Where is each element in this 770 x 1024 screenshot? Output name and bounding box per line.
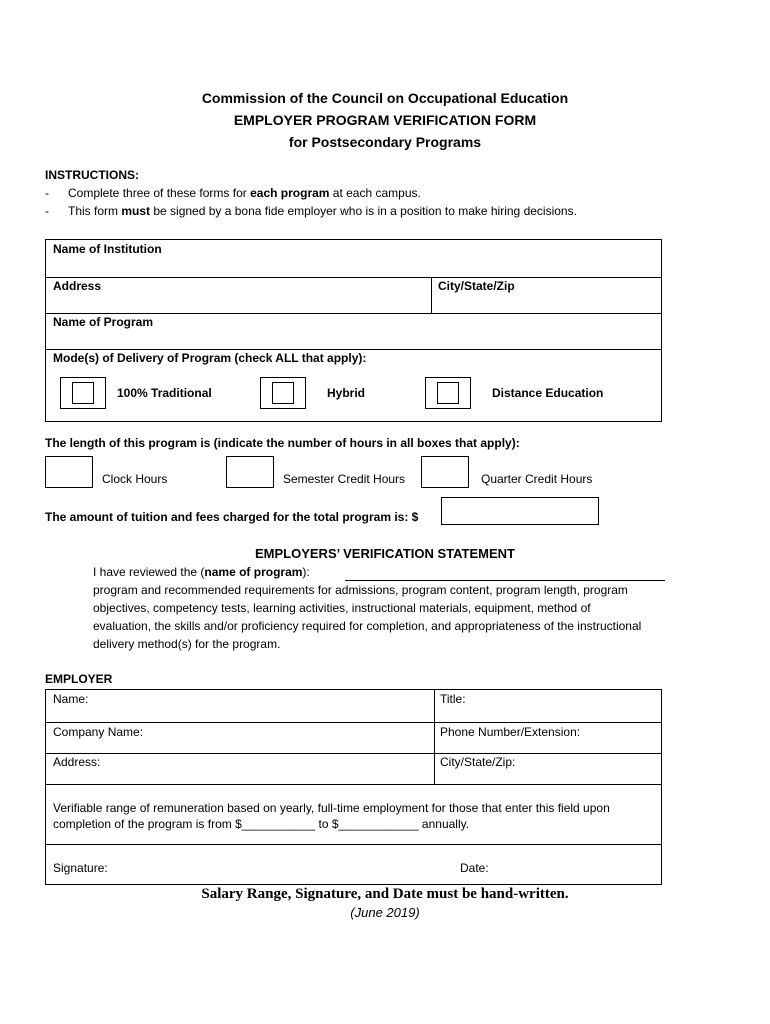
- signature-field[interactable]: [106, 850, 446, 880]
- hybrid-label: Hybrid: [327, 386, 366, 400]
- divider: [434, 690, 435, 784]
- divider: [46, 753, 661, 754]
- statement-line-4: evaluation, the skills and/or proficiency required for completion, and appropriateness of the instructional: [93, 619, 642, 633]
- institution-name-field[interactable]: [47, 256, 660, 276]
- handwritten-note: Salary Range, Signature, and Date must be hand-written.: [201, 886, 569, 902]
- semester-credit-hours-input[interactable]: [226, 456, 274, 488]
- instruction-2-part-c: be signed by a bona fide employer who is in a position to make hiring decisions.: [150, 204, 577, 218]
- tuition-label: The amount of tuition and fees charged for the total program is: $: [45, 510, 419, 524]
- employer-heading: EMPLOYER: [45, 672, 113, 686]
- header-line-1: Commission of the Council on Occupational Education: [201, 90, 569, 106]
- employer-city-label: City/State/Zip:: [440, 755, 516, 769]
- statement-line-1-b: name of program: [204, 565, 303, 579]
- date-label: Date:: [460, 861, 489, 875]
- employer-name-label: Name:: [53, 692, 89, 706]
- statement-line-2: program and recommended requirements for admissions, program content, program length, program: [93, 583, 628, 597]
- delivery-modes-label: Mode(s) of Delivery of Program (check ALL that apply):: [53, 351, 367, 365]
- employer-title-label: Title:: [440, 692, 466, 706]
- address-label: Address: [53, 279, 102, 293]
- semester-credit-hours-label: Semester Credit Hours: [283, 472, 406, 486]
- form-subtitle: for Postsecondary Programs: [288, 134, 482, 150]
- statement-line-5: delivery method(s) for the program.: [93, 637, 281, 651]
- divider: [46, 784, 661, 785]
- instruction-2-part-a: This form: [68, 204, 122, 218]
- employer-address-label: Address:: [53, 755, 101, 769]
- statement-line-1-a: I have reviewed the (: [93, 565, 205, 579]
- program-name-field[interactable]: [47, 329, 660, 349]
- instruction-1-part-a: Complete three of these forms for: [68, 186, 251, 200]
- clock-hours-input[interactable]: [45, 456, 93, 488]
- traditional-checkbox[interactable]: [60, 377, 106, 409]
- program-name-label: Name of Program: [53, 315, 154, 329]
- remuneration-line-2: completion of the program is from $___________ to $____________ annually.: [53, 817, 470, 831]
- statement-line-1-c: ):: [302, 565, 310, 579]
- instruction-item-2: [68, 204, 577, 218]
- quarter-credit-hours-label: Quarter Credit Hours: [481, 472, 593, 486]
- bullet-2: -: [45, 204, 49, 218]
- phone-label: Phone Number/Extension:: [440, 725, 581, 739]
- program-length-label: The length of this program is (indicate the number of hours in all boxes that apply):: [45, 436, 520, 450]
- address-field[interactable]: [47, 293, 427, 313]
- instructions-heading: INSTRUCTIONS:: [45, 168, 139, 182]
- checkbox-square: [437, 382, 459, 404]
- traditional-label: 100% Traditional: [117, 386, 212, 400]
- statement-line-1: [93, 563, 310, 581]
- divider: [431, 277, 432, 313]
- divider: [46, 349, 661, 350]
- company-name-label: Company Name:: [53, 725, 144, 739]
- date-field[interactable]: [496, 850, 656, 880]
- hybrid-checkbox[interactable]: [260, 377, 306, 409]
- city-state-zip-label: City/State/Zip: [438, 279, 515, 293]
- remuneration-line-1: Verifiable range of remuneration based on yearly, full-time employment for those that enter this field upon: [53, 801, 610, 815]
- verification-statement-heading: EMPLOYERS’ VERIFICATION STATEMENT: [254, 546, 515, 561]
- bullet-1: -: [45, 186, 49, 200]
- tuition-amount-input[interactable]: [441, 497, 599, 525]
- checkbox-square: [272, 382, 294, 404]
- statement-line-3: objectives, competency tests, learning activities, instructional materials, equipment, method of: [93, 601, 591, 615]
- checkbox-square: [72, 382, 94, 404]
- revision-date: (June 2019): [350, 905, 420, 920]
- form-title: EMPLOYER PROGRAM VERIFICATION FORM: [233, 112, 537, 128]
- divider: [46, 844, 661, 845]
- quarter-credit-hours-input[interactable]: [421, 456, 469, 488]
- distance-label: Distance Education: [492, 386, 604, 400]
- city-state-zip-field[interactable]: [434, 293, 660, 313]
- distance-checkbox[interactable]: [425, 377, 471, 409]
- instruction-1-part-c: at each campus.: [329, 186, 421, 200]
- institution-name-label: Name of Institution: [53, 242, 162, 256]
- clock-hours-label: Clock Hours: [102, 472, 168, 486]
- divider: [46, 277, 661, 278]
- divider: [46, 722, 661, 723]
- employer-table: [45, 689, 662, 885]
- institution-table: [45, 239, 662, 422]
- divider: [46, 313, 661, 314]
- instruction-2-part-b: must: [121, 204, 151, 218]
- instruction-1-part-b: each program: [250, 186, 330, 200]
- signature-label: Signature:: [53, 861, 108, 875]
- instruction-item-1: [68, 186, 421, 200]
